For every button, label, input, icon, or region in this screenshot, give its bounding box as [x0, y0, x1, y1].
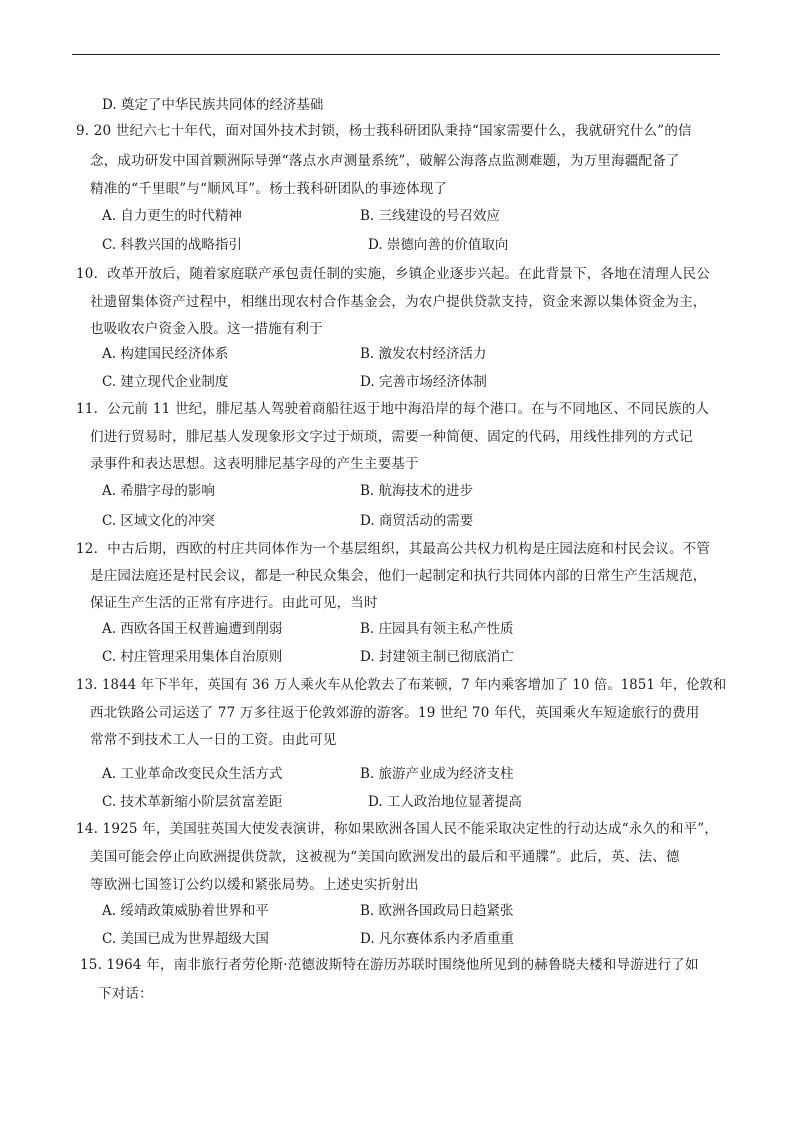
- q14-stem-line-2: 美国可能会停止向欧洲提供贷款，这被视为“美国向欧洲发出的最后和平通牒”。此后，英、法、德: [90, 849, 680, 865]
- q10-option-d: D. 完善市场经济体制: [360, 374, 487, 390]
- q11-option-c: C. 区域文化的冲突: [102, 513, 215, 529]
- q13-stem-line-3: 常常不到技术工人一日的工资。由此可见: [90, 732, 337, 748]
- q14-stem-line-3: 等欧洲七国签订公约以缓和紧张局势。上述史实折射出: [90, 877, 419, 893]
- q8-option-d: D. 奠定了中华民族共同体的经济基础: [102, 97, 324, 113]
- q11-option-a: A. 希腊字母的影响: [102, 483, 215, 499]
- q14-option-d: D. 凡尔赛体系内矛盾重重: [360, 931, 514, 947]
- q10-option-c: C. 建立现代企业制度: [102, 374, 229, 390]
- q13-option-c: C. 技术革新缩小阶层贫富差距: [102, 794, 283, 810]
- q15-stem-line-1: 15. 1964 年，南非旅行者劳伦斯·范德波斯特在游历苏联时围绕他所见到的赫鲁晓夫楼和导游进行了如: [80, 957, 699, 973]
- q9-option-a: A. 自力更生的时代精神: [102, 208, 242, 224]
- q12-stem-line-1: 12．中古后期，西欧的村庄共同体作为一个基层组织，其最高公共权力机构是庄园法庭和村民会议。不管: [76, 541, 711, 557]
- q14-option-c: C. 美国已成为世界超级大国: [102, 931, 269, 947]
- q12-option-d: D. 封建领主制已彻底消亡: [360, 649, 514, 665]
- q11-stem-line-2: 们进行贸易时，腓尼基人发现象形文字过于烦琐，需要一种简便、固定的代码，用线性排列的方式记: [90, 429, 693, 445]
- q11-option-d: D. 商贸活动的需要: [360, 513, 474, 529]
- q12-stem-line-2: 是庄园法庭还是村民会议，都是一种民众集会，他们一起制定和执行共同体内部的日常生产生活规范，: [90, 568, 707, 584]
- q15-stem-line-2: 下对话：: [98, 986, 153, 1002]
- q10-stem-line-2: 社遗留集体资产过程中，相继出现农村合作基金会，为农户提供贷款支持，资金来源以集体资金为主，: [90, 294, 707, 310]
- q9-option-b: B. 三线建设的号召效应: [360, 208, 501, 224]
- q12-stem-line-3: 保证生产生活的正常有序进行。由此可见，当时: [90, 595, 378, 611]
- q13-option-a: A. 工业革命改变民众生活方式: [102, 766, 283, 782]
- q12-option-a: A. 西欧各国王权普遍遭到削弱: [102, 621, 283, 637]
- q9-stem-line-3: 精准的“千里眼”与“顺风耳”。杨士莪科研团队的事迹体现了: [90, 181, 448, 197]
- q10-option-a: A. 构建国民经济体系: [102, 346, 229, 362]
- q9-stem-line-2: 念，成功研发中国首颗洲际导弹“落点水声测量系统”，破解公海落点监测难题，为万里海疆配备了: [90, 153, 680, 169]
- q9-option-d: D. 崇德向善的价值取向: [368, 237, 509, 253]
- q12-option-c: C. 村庄管理采用集体自治原则: [102, 649, 283, 665]
- q11-stem-line-3: 录事件和表达思想。这表明腓尼基字母的产生主要基于: [90, 456, 419, 472]
- q14-option-b: B. 欧洲各国政局日趋紧张: [360, 903, 514, 919]
- q9-option-c: C. 科教兴国的战略指引: [102, 237, 242, 253]
- q10-stem-line-1: 10．改革开放后，随着家庭联产承包责任制的实施，乡镇企业逐步兴起。在此背景下，各地在清理人民公: [76, 266, 711, 282]
- q13-option-d: D. 工人政治地位显著提高: [368, 794, 522, 810]
- q11-option-b: B. 航海技术的进步: [360, 483, 474, 499]
- q10-option-b: B. 激发农村经济活力: [360, 346, 487, 362]
- q13-stem-line-1: 13. 1844 年下半年，英国有 36 万人乘火车从伦敦去了布莱顿，7 年内乘客增加了 10 倍。1851 年，伦敦和: [76, 677, 727, 693]
- q13-option-b: B. 旅游产业成为经济支柱: [360, 766, 514, 782]
- q14-stem-line-1: 14. 1925 年，美国驻英国大使发表演讲，称如果欧洲各国人民不能采取决定性的行动达成“永久的和平”，: [76, 821, 719, 837]
- q14-option-a: A. 绥靖政策威胁着世界和平: [102, 903, 269, 919]
- q13-stem-line-2: 西北铁路公司运送了 77 万多往返于伦敦郊游的游客。19 世纪 70 年代，英国乘火车短途旅行的费用: [90, 705, 700, 721]
- q12-option-b: B. 庄园具有领主私产性质: [360, 621, 514, 637]
- header-rule: [72, 54, 720, 55]
- q11-stem-line-1: 11．公元前 11 世纪，腓尼基人驾驶着商船往返于地中海沿岸的每个港口。在与不同地区、不同民族的人: [76, 401, 710, 417]
- q9-stem-line-1: 9. 20 世纪六七十年代，面对国外技术封锁，杨士莪科研团队秉持“国家需要什么，我就研究什么”的信: [76, 123, 692, 139]
- q10-stem-line-3: 也吸收农户资金入股。这一措施有利于: [90, 321, 323, 337]
